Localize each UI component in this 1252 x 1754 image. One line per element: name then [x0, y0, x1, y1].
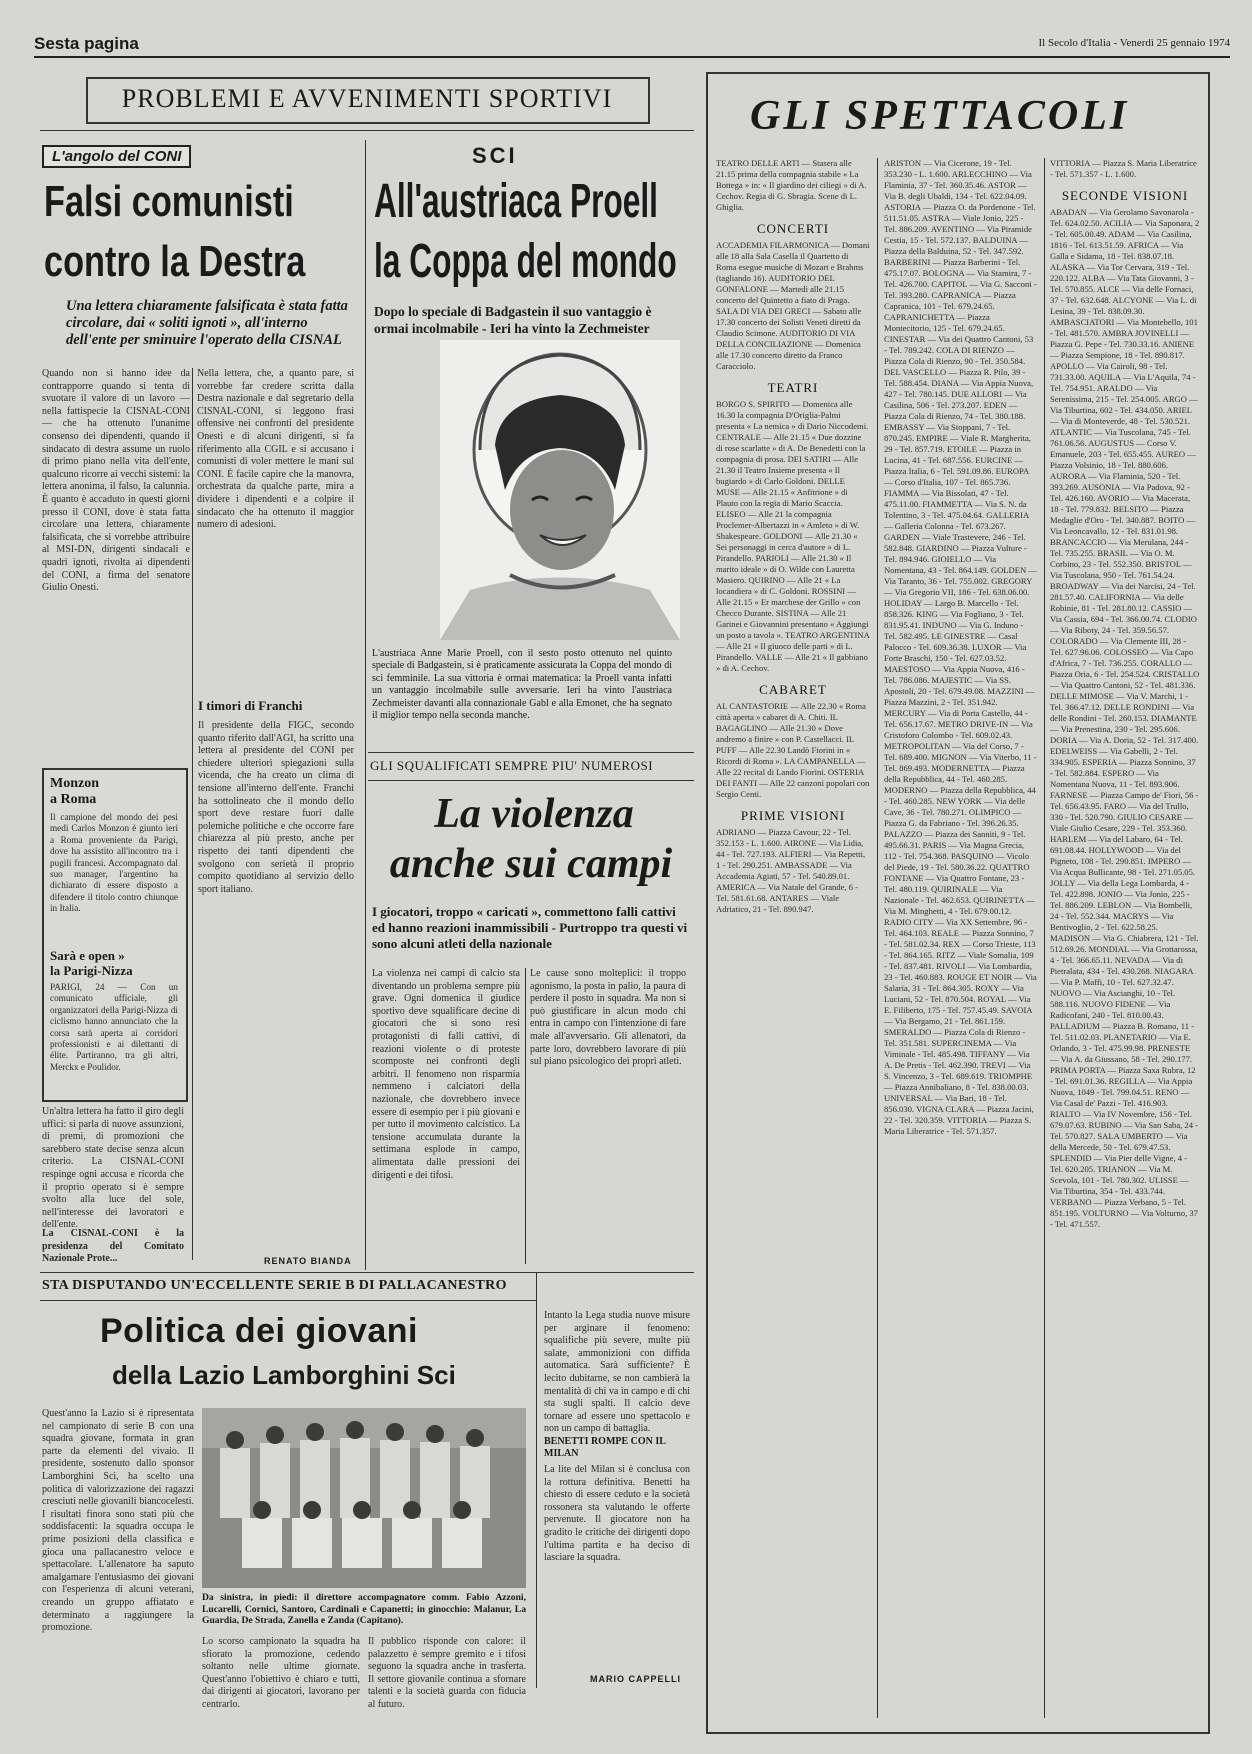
proell-photo: [440, 340, 680, 640]
sci-kicker: SCI: [472, 143, 518, 168]
column-rule: [192, 368, 193, 1260]
cabaret-listing: AL CANTASTORIE — Alle 22.30 « Roma città aperta » cabaret di A. Chiti. IL BAGAGLINO — Alle 21.30 « Dove andremo a finire » con P. Castellacci. IL PUFF — Alle 22.30 Landò Fiorini in « Ricordi di Roma ». LA CAMPANELLA — Alle 22 recital di Lando Fiorini. OSTERIA DEI FANTI — Alle 22 canzoni popolari con Sergio Centi.: [716, 701, 870, 799]
column-rule: [877, 158, 878, 1718]
category-teatri: TEATRI: [767, 380, 819, 395]
basket-body-right: Il pubblico risponde con calore: il palazzetto è sempre gremito e i tifosi seguono la squadra anche in trasferta. Il settore giovanile continua a sfornare talenti e la società guarda con fiducia al futuro.: [368, 1636, 526, 1710]
violenza-body-2: Le cause sono molteplici: il troppo agonismo, la posta in palio, la paura di perdere il posto in squadra. Ma non si può giustificare in alcun modo chi entra in campo con l'intenzione di fare male all'avversario. Gli allenatori, da parte loro, dovrebbero lavorare di più sul piano psicologico dei propri atleti.: [530, 968, 686, 1068]
spettacoli-col-3: [1050, 158, 1200, 1718]
coni-kicker: L'angolo del CONI: [42, 145, 191, 168]
basket-body-mid: Lo scorso campionato la squadra ha sfiorato la promozione, cedendo soltanto nelle ultime giornate. Quest'anno l'obiettivo è chiaro e tutti, dai dirigenti ai giocatori, lavorano per centrarlo.: [202, 1636, 360, 1710]
team-group-image: [202, 1408, 526, 1588]
basket-banner: STA DISPUTANDO UN'ECCELLENTE SERIE B DI PALLACANESTRO: [42, 1278, 507, 1293]
violenza-headline-2: anche sui campi: [389, 841, 673, 887]
page-header: [34, 34, 1230, 58]
basket-body-left: Quest'anno la Lazio si è ripresentata nel campionato di serie B con una squadra giovane, formata in gran parte da elementi del vivaio. Il presidente, sostenuto dallo sponsor Lamborghini Sci, ha scelto una politica di valorizzazione dei ragazzi cresciuti nelle giovanili biancocelesti. I risultati finora sono stati più che soddisfacenti: la squadra occupa le prime posizioni della classifica e gioca una pallacanestro veloce e spettacolare. L'allenatore ha saputo amalgamare l'entusiasmo dei giovani con l'esperienza di alcuni veterani, creando un gruppo affiatato e determinato a raggiungere la promozione.: [42, 1408, 194, 1634]
benetti-subhead: BENETTI ROMPE CON IL MILAN: [544, 1436, 666, 1459]
rule: [40, 1300, 536, 1301]
coni-body-left: Quando non si hanno idee da contrapporre quando si tenta di svuotare il valore di un lavoro — nella fattispecie la CISNAL-CONI — che ha ottenuto l'unanime consenso dei dipendenti, quando il sindacato di destra assume un ruolo di primo piano nella vita dell'ente, qualcuno ricorre ai vecchi sistemi: la lettera anonima, il falso, la calunnia. È quanto è accaduto in questi giorni presso il CONI, dove è stata fatta circolare una lettera, chiaramente falsificata, che si vorrebbe attribuire al MSI-DN, dirigenti sindacali e quadri ignoti, rivolta ai dipendenti del CONI, a firma del senatore Giulio Onesti.: [42, 368, 190, 594]
rule: [40, 1272, 694, 1273]
coni-headline-1: Falsi comunisti: [44, 177, 294, 226]
monzon-box: [42, 768, 188, 1102]
monzon-body: Il campione del mondo dei pesi medi Carlos Monzon è giunto ieri a Roma proveniente da Parigi, dove ha assistito all'incontro tra i pugili francesi. Accompagnato dal suo manager, l'argentino ha dichiarato di essere disposto a difendere il titolo contro chiunque in Italia.: [50, 812, 178, 914]
coni-body-franchi: Il presidente della FIGC, secondo quanto riferito dall'AGI, ha scritto una lettera al presidente del CONI per chiedere ulteriori spiegazioni sulla vicenda, che ha creato un clima di tensione all'interno dell'ente. Franchi ha sottolineato che il mondo dello sport deve restare fuori dalle polemiche politiche e che occorre fare chiarezza al più presto, anche per rispetto dei tanti dipendenti che svolgono con serietà il proprio compito quotidiano al servizio dello sport italiano.: [198, 720, 354, 895]
category-prime-visioni: PRIME VISIONI: [740, 808, 846, 823]
category-cabaret: CABARET: [759, 682, 827, 697]
spettacoli-title: GLI SPETTACOLI: [750, 93, 1130, 139]
violenza-byline: MARIO CAPPELLI: [590, 1674, 682, 1684]
violenza-body-1: La violenza nei campi di calcio sta diventando un problema sempre più grave. Ogni domenica il giudice sportivo deve squalificare decine di giocatori che si sono resi protagonisti di falli cattivi, di reazioni violente o di proteste scomposte nei confronti degli arbitri. Il fenomeno non risparmia nemmeno i calciatori della nazionale, che dovrebbero invece essere di esempio per i più giovani e per tutto il movimento calcistico. La tensione accumulata durante la settimana esplode in campo, alimentata dalle pressioni dei dirigenti e dei tifosi.: [372, 968, 520, 1181]
teatri-listing: BORGO S. SPIRITO — Domenica alle 16.30 la compagnia D'Origlia-Palmi presenta « La nemica » di Dario Niccodemi. CENTRALE — Alle 21.15 « Due dozzine di rose scarlatte » di A. De Benedetti con la compagnia di prosa. DEI SATIRI — Alle 21.30 il Teatro Insieme presenta « Il bugiardo » di Carlo Goldoni. DELLE MUSE — Alle 21.15 « Anfitrione » di Plauto con la regia di Mario Scaccia. ELISEO — Alle 21 la compagnia Proclemer-Albertazzi in « Amleto » di W. Shakespeare. GOLDONI — Alle 21.30 « Sei personaggi in cerca d'autore » di L. Pirandello. PARIOLI — Alle 21.30 « Il marito ideale » di O. Wilde con Lauretta Masiero. QUIRINO — Alle 21 « La locandiera » di C. Goldoni. ROSSINI — Alle 21.15 « Er marchese der Grillo » con Checco Durante. SISTINA — Alle 21 Garinei e Giovannini presentano « Aggiungi un posto a tavola ». TEATRO ARGENTINA — Alle 21 « Il giuoco delle parti » di L. Pirandello. VALLE — Alle 21 « Il gabbiano » di A. Cechov.: [716, 399, 870, 673]
teatro-arti-listing: TEATRO DELLE ARTI — Stasera alle 21.15 prima della compagnia stabile « La Bottega » in: « Il giardino dei ciliegi » di A. Cechov. Regia di G. Sbragia. Scene di L. Ghiglia.: [716, 158, 867, 212]
benetti-body: La lite del Milan si è conclusa con la rottura definitiva. Benetti ha chiesto di essere ceduto e la società rossonera sta valutando le offerte pervenute. Il giocatore non ha gradito le critiche dei dirigenti dopo l'ultima partita e ha deciso di lasciare la squadra.: [544, 1464, 690, 1564]
parigi-body: PARIGI, 24 — Con un comunicato ufficiale, gli organizzatori della Parigi-Nizza di ciclismo hanno annunciato che la corsa sarà aperta ai corridori professionisti e ai dilettanti di élite. Partiranno, tra gli altri, Merckx e Poulidor.: [50, 982, 178, 1072]
violenza-headline-1: La violenza: [434, 791, 634, 837]
violenza-kicker: GLI SQUALIFICATI SEMPRE PIU' NUMEROSI: [370, 758, 654, 773]
sci-headline-2: la Coppa del mondo: [374, 235, 677, 288]
vittoria-listing: VITTORIA — Piazza S. Maria Liberatrice - Tel. 571.357 - L. 1.600.: [1050, 158, 1197, 179]
page-label: Sesta pagina: [34, 34, 139, 53]
basket-headline-1: Politica dei giovani: [100, 1312, 418, 1350]
coni-deck: Una lettera chiaramente falsificata è stata fatta circolare, dai « soliti ignoti », all'interno dell'ente per sminuire l'operato della CISNAL: [66, 298, 348, 348]
category-seconde-visioni: SECONDE VISIONI: [1061, 188, 1189, 203]
sci-deck: Dopo lo speciale di Badgastein il suo vantaggio è ormai incolmabile - Ieri ha vinto la Zechmeister: [374, 304, 652, 336]
violenza-deck: I giocatori, troppo « caricati », commettono falli cattivi ed hanno reazioni inammissibili - Purtroppo tra questi vi sono alcuni atleti della nazionale: [372, 904, 688, 951]
rule: [368, 780, 694, 781]
sci-caption: L'austriaca Anne Marie Proell, con il sesto posto ottenuto nel quinto speciale di Badgastein, si è praticamente assicurata la Coppa del mondo di sci femminile. La sua vittoria è ormai matematica: la Proell vanta infatti un vantaggio incolmabile sulle avversarie. Ieri ha vinto l'austriaca Zechmeister davanti alla connazionale Gabl e alla Emonet, che ha segnato il miglior tempo nella seconda manche.: [372, 648, 672, 722]
column-rule: [536, 1272, 537, 1688]
column-rule: [525, 968, 526, 1264]
skier-portrait-image: [440, 340, 680, 640]
spettacoli-col-1: [716, 158, 870, 1718]
category-concerti: CONCERTI: [756, 221, 830, 236]
spettacoli-col-2: ARISTON — Via Cicerone, 19 - Tel. 353.230 - L. 1.600. ARLECCHINO — Via Flaminia, 37 - Tel. 360.35.46. ASTOR — Via B. degli Ubaldi, 134 - Tel. 622.04.09. ASTORIA — Piazza O. da Pordenone - Tel. 511.51.05. ASTRA — Viale Jonio, 225 - Tel. 886.209. AVENTINO — Via Piramide Cestia, 15 - Tel. 572.137. BALDUINA — Piazza della Balduina, 52 - Tel. 347.592. BARBERINI — Piazza Barberini - Tel. 475.17.07. BOLOGNA — Via Stamira, 7 - Tel. 426.700. CAPITOL — Via G. Sacconi - Tel. 393.280. CAPRANICA — Piazza Capranica, 101 - Tel. 679.24.65. CAPRANICHETTA — Piazza Montecitorio, 125 - Tel. 679.24.65. CINESTAR — Via dei Quattro Cantoni, 53 - Tel. 789.242. COLA DI RIENZO — Piazza Cola di Rienzo, 90 - Tel. 350.584. DEL VASCELLO — Piazza R. Pilo, 39 - Tel. 588.454. DIANA — Via Appia Nuova, 427 - Tel. 780.145. DUE ALLORI — Via Casilina, 506 - Tel. 273.207. EDEN — Piazza Cola di Rienzo, 74 - Tel. 380.188. EMBASSY — Via Stoppani, 7 - Tel. 870.245. EMPIRE — Viale R. Margherita, 29 - Tel. 857.719. ETOILE — Piazza in Lucina, 41 - Tel. 687.556. EURCINE — Piazza Italia, 6 - Tel. 591.09.86. EUROPA — Corso d'Italia, 107 - Tel. 865.736. FIAMMA — Via Bissolati, 47 - Tel. 475.11.00. FIAMMETTA — Via S. N. da Tolentino, 3 - Tel. 475.04.64. GALLERIA — Galleria Colonna - Tel. 673.267. GARDEN — Viale Trastevere, 246 - Tel. 582.848. GIARDINO — Piazza Vulture - Tel. 894.946. GIOIELLO — Via Nomentana, 43 - Tel. 864.149. GOLDEN — Via Taranto, 36 - Tel. 755.002. GREGORY — Via Gregorio VII, 186 - Tel. 638.06.00. HOLIDAY — Largo B. Marcello - Tel. 858.326. KING — Via Fogliano, 3 - Tel. 831.95.41. INDUNO — Via G. Induno - Tel. 582.495. LE GINESTRE — Casal Palocco - Tel. 609.36.38. LUXOR — Via Forte Braschi, 150 - Tel. 627.03.52. MAESTOSO — Via Appia Nuova, 416 - Tel. 786.086. MAJESTIC — Via SS. Apostoli, 20 - Tel. 679.49.08. MAZZINI — Piazza Mazzini, 2 - Tel. 351.942. MERCURY — Via di Porta Castello, 44 - Tel. 656.17.67. METRO DRIVE-IN — Via Cristoforo Colombo - Tel. 609.02.43. METROPOLITAN — Via del Corso, 7 - Tel. 689.400. MIGNON — Via Viterbo, 11 - Tel. 869.493. MODERNETTA — Piazza della Repubblica, 44 - Tel. 460.285. MODERNO — Piazza della Repubblica, 44 - Tel. 460.285. NEW YORK — Via delle Cave, 36 - Tel. 780.271. OLIMPICO — Piazza G. da Fabriano - Tel. 396.26.35. PALAZZO — Piazza dei Sanniti, 9 - Tel. 495.66.31. PARIS — Via Magna Grecia, 112 - Tel. 754.368. PASQUINO — Vicolo del Piede, 19 - Tel. 580.36.22. QUATTRO FONTANE — Via Quattro Fontane, 23 - Tel. 480.119. QUIRINALE — Via Nazionale - Tel. 462.653. QUIRINETTA — Via M. Minghetti, 4 - Tel. 679.00.12. RADIO CITY — Via XX Settembre, 96 - Tel. 464.103. REALE — Piazza Sonnino, 7 - Tel. 581.02.34. REX — Corso Trieste, 113 - Tel. 864.165. RITZ — Viale Somalia, 109 - Tel. 837.481. RIVOLI — Via Lombardia, 23 - Tel. 460.883. ROUGE ET NOIR — Via Salaria, 31 - Tel. 864.305. ROXY — Via Luciani, 52 - Tel. 870.504. ROYAL — Via E. Filiberto, 175 - Tel. 757.45.49. SAVOIA — Via Bergamo, 21 - Tel. 861.159. SMERALDO — Piazza Cola di Rienzo - Tel. 351.581. SUPERCINEMA — Via Viminale - Tel. 485.498. TIFFANY — Via A. De Pretis - Tel. 462.390. TREVI — Via S. Vincenzo, 3 - Tel. 689.619. TRIOMPHE — Piazza Annibaliano, 8 - Tel. 838.00.03. UNIVERSAL — Via Bari, 18 - Tel. 856.030. VIGNA CLARA — Piazza Jacini, 22 - Tel. 320.359. VITTORIA — Piazza S. Maria Liberatrice - Tel. 571.357.: [884, 158, 1037, 1136]
concerti-listing: ACCADEMIA FILARMONICA — Domani alle 18 alla Sala Casella il Quartetto di Roma esegue musiche di Mozart e Brahms (tagliando 16). AUDITORIO DEL GONFALONE — Martedì alle 21.15 concerto del Quintetto a fiato di Praga. SALA DI VIA DEI GRECI — Sabato alle 17.30 concerto dei Solisti Veneti diretti da Claudio Scimone. AUDITORIO DI VIA DELLA CONCILIAZIONE — Domenica alle 17.30 concerto diretto da Franco Caracciolo.: [716, 240, 870, 371]
coni-body-cisnal: La CISNAL-CONI è la presidenza del Comitato Nazionale Prote...: [42, 1228, 184, 1265]
sport-banner: PROBLEMI E AVVENIMENTI SPORTIVI: [121, 84, 613, 113]
coni-body-bottom: Un'altra lettera ha fatto il giro degli uffici: si parla di nuove assunzioni, di premi, di promozioni che sarebbero state decise senza alcun criterio. La CISNAL-CONI respinge ogni accusa e ricorda che il proprio operato si è sempre svolto alla luce del sole, nell'interesse dei lavoratori e dell'ente.: [42, 1106, 184, 1231]
rule: [40, 130, 694, 131]
parigi-title-1: Sarà e open »: [50, 948, 125, 963]
team-photo: [202, 1408, 526, 1588]
column-rule: [1044, 158, 1045, 1718]
violenza-body-3: Intanto la Lega studia nuove misure per arginare il fenomeno: squalifiche più severe, multe più salate, ammonizioni con diffida automatica. Sarà sufficiente? È lecito dubitarne, se non cambierà la mentalità di chi va in campo e di chi sta sugli spalti. Il calcio deve tornare ad essere uno spettacolo e non un campo di battaglia.: [544, 1310, 690, 1435]
coni-subhead: I timori di Franchi: [198, 698, 303, 713]
coni-headline-2: contro la Destra: [44, 237, 306, 286]
dateline: Il Secolo d'Italia - Venerdì 25 gennaio 1974: [1038, 37, 1230, 49]
seconde-visioni-listing: ABADAN — Via Gerolamo Savonarola - Tel. 624.02.50. ACILIA — Via Saponara, 2 - Tel. 605.00.49. ADAM — Via Casilina, 1816 - Tel. 613.51.59. AFRICA — Via Galla e Sidama, 18 - Tel. 838.07.18. ALASKA — Via Tor Cervara, 319 - Tel. 220.122. ALBA — Via Tata Giovanni, 3 - Tel. 570.855. ALCE — Via delle Fornaci, 37 - Tel. 632.648. ALCYONE — Via L. di Lesina, 39 - Tel. 838.09.30. AMBASCIATORI — Via Montebello, 101 - Tel. 481.570. AMBRA JOVINELLI — Piazza G. Pepe - Tel. 730.33.16. ANIENE — Piazza Sempione, 18 - Tel. 890.817. APOLLO — Via Cairoli, 98 - Tel. 731.33.00. AQUILA — Via L'Aquila, 74 - Tel. 754.951. ARALDO — Via Serenissima, 215 - Tel. 254.005. ARGO — Via Tiburtina, 602 - Tel. 434.050. ARIEL — Via di Monteverde, 48 - Tel. 530.521. ATLANTIC — Via Tuscolana, 745 - Tel. 761.06.56. AUGUSTUS — Corso V. Emanuele, 203 - Tel. 655.455. AUREO — Piazza Volsinio, 18 - Tel. 880.606. AURORA — Via Flaminia, 520 - Tel. 393.269. AUSONIA — Via Padova, 92 - Tel. 426.160. AVORIO — Via Macerata, 18 - Tel. 779.832. BELSITO — Piazza Medaglie d'Oro - Tel. 340.887. BOITO — Via Leoncavallo, 12 - Tel. 831.01.98. BRANCACCIO — Via Merulana, 244 - Tel. 735.255. BRASIL — Via O. M. Corbino, 23 - Tel. 552.350. BRISTOL — Via Tuscolana, 950 - Tel. 761.54.24. BROADWAY — Via dei Narcisi, 24 - Tel. 281.57.40. CALIFORNIA — Via delle Robinie, 81 - Tel. 281.80.12. CASSIO — Via Cassia, 694 - Tel. 366.00.74. CLODIO — Via Riboty, 24 - Tel. 359.56.57. COLORADO — Via Clemente III, 28 - Tel. 627.96.06. COLOSSEO — Via Capo d'Africa, 7 - Tel. 736.255. CORALLO — Piazza Oria, 6 - Tel. 254.524. CRISTALLO — Via Quattro Cantoni, 52 - Tel. 481.336. DELLE MIMOSE — Via V. Marchi, 1 - Tel. 366.47.12. DELLE RONDINI — Via delle Rondini - Tel. 260.153. DIAMANTE — Via Prenestina, 230 - Tel. 295.606. DORIA — Via A. Doria, 52 - Tel. 317.400. EDELWEISS — Via Gabelli, 2 - Tel. 334.905. ESPERIA — Piazza Sonnino, 37 - Tel. 582.884. ESPERO — Via Nomentana Nuova, 11 - Tel. 893.906. FARNESE — Piazza Campo de' Fiori, 56 - Tel. 656.43.95. FARO — Via del Trullo, 330 - Tel. 520.790. GIULIO CESARE — Viale Giulio Cesare, 229 - Tel. 353.360. HARLEM — Via del Labaro, 64 - Tel. 691.08.44. HOLLYWOOD — Via del Pigneto, 108 - Tel. 290.851. IMPERO — Via Acqua Bullicante, 98 - Tel. 271.05.05. JOLLY — Via della Lega Lombarda, 4 - Tel. 422.898. JONIO — Via Jonio, 225 - Tel. 886.209. LEBLON — Via Bombelli, 24 - Tel. 552.344. MACRYS — Via Bentivoglio, 2 - Tel. 622.58.25. MADISON — Via G. Chiabrera, 121 - Tel. 512.69.26. MONDIAL — Via Grottarossa, 4 - Tel. 366.65.11. NEVADA — Via di Pietralata, 434 - Tel. 430.268. NIAGARA — Via P. Maffi, 10 - Tel. 627.32.47. NUOVO — Via Ascianghi, 10 - Tel. 588.116. NUOVO FIDENE — Via Radicofani, 240 - Tel. 810.00.43. PALLADIUM — Piazza B. Romano, 11 - Tel. 511.02.03. PLANETARIO — Via E. Orlando, 3 - Tel. 475.99.98. PRENESTE — Via A. da Giussano, 58 - Tel. 290.177. PRIMA PORTA — Piazza Saxa Rubra, 12 - Tel. 691.01.36. REGILLA — Via Appia Nuova, 1049 - Tel. 799.04.51. RENO — Via Casal de' Pazzi - Tel. 416.903. RIALTO — Via IV Novembre, 156 - Tel. 679.07.63. RUBINO — Via San Saba, 24 - Tel. 570.827. SALA UMBERTO — Via della Mercede, 50 - Tel. 679.47.53. SPLENDID — Via Pier delle Vigne, 4 - Tel. 620.205. TRIANON — Via M. Scevola, 101 - Tel. 780.302. ULISSE — Via Tiburtina, 354 - Tel. 433.744. VERBANO — Piazza Verbano, 5 - Tel. 851.195. VOLTURNO — Via Volturno, 37 - Tel. 471.557.: [1050, 207, 1200, 1229]
column-rule: [365, 140, 366, 1270]
monzon-title-2: a Roma: [50, 792, 97, 807]
basket-caption: Da sinistra, in piedi: il direttore accompagnatore comm. Fabio Azzoni, Lucarelli, Cornici, Santoro, Cardinali e Capanetti; in ginocchio: Malanur, La Guardia, De Strada, Zanella e Zanda (Capitano).: [202, 1592, 526, 1627]
coni-byline: RENATO BIANDA: [264, 1256, 352, 1266]
rule: [368, 752, 694, 753]
sci-headline-1: All'austriaca Proell: [374, 175, 658, 228]
basket-headline-2: della Lazio Lamborghini Sci: [112, 1360, 456, 1390]
prime-visioni-listing: ADRIANO — Piazza Cavour, 22 - Tel. 352.153 - L. 1.600. AIRONE — Via Lidia, 44 - Tel. 727.193. ALFIERI — Via Repetti, 1 - Tel. 290.251. AMBASSADE — Via Accademia Agiati, 57 - Tel. 540.89.01. AMERICA — Via Natale del Grande, 6 - Tel. 581.61.68. ANTARES — Viale Adriatico, 21 - Tel. 890.947.: [716, 827, 866, 914]
parigi-title-2: la Parigi-Nizza: [50, 963, 133, 978]
monzon-title-1: Monzon: [50, 776, 99, 791]
coni-body-mid: Nella lettera, che, a quanto pare, si vorrebbe far credere scritta dalla Destra nazionale e dal segretario della CISNAL-CONI, si leggono frasi offensive nei confronti del presidente Onesti e di alcuni dirigenti, si fa riferimento alla CGIL e si accusano i comunisti di voler mettere le mani sul CONI. È facile capire che la manovra, orchestrata da qualche parte, mira a dividere i dipendenti e a colpire il sindacato che ha ottenuto il maggior numero di adesioni.: [197, 368, 354, 531]
